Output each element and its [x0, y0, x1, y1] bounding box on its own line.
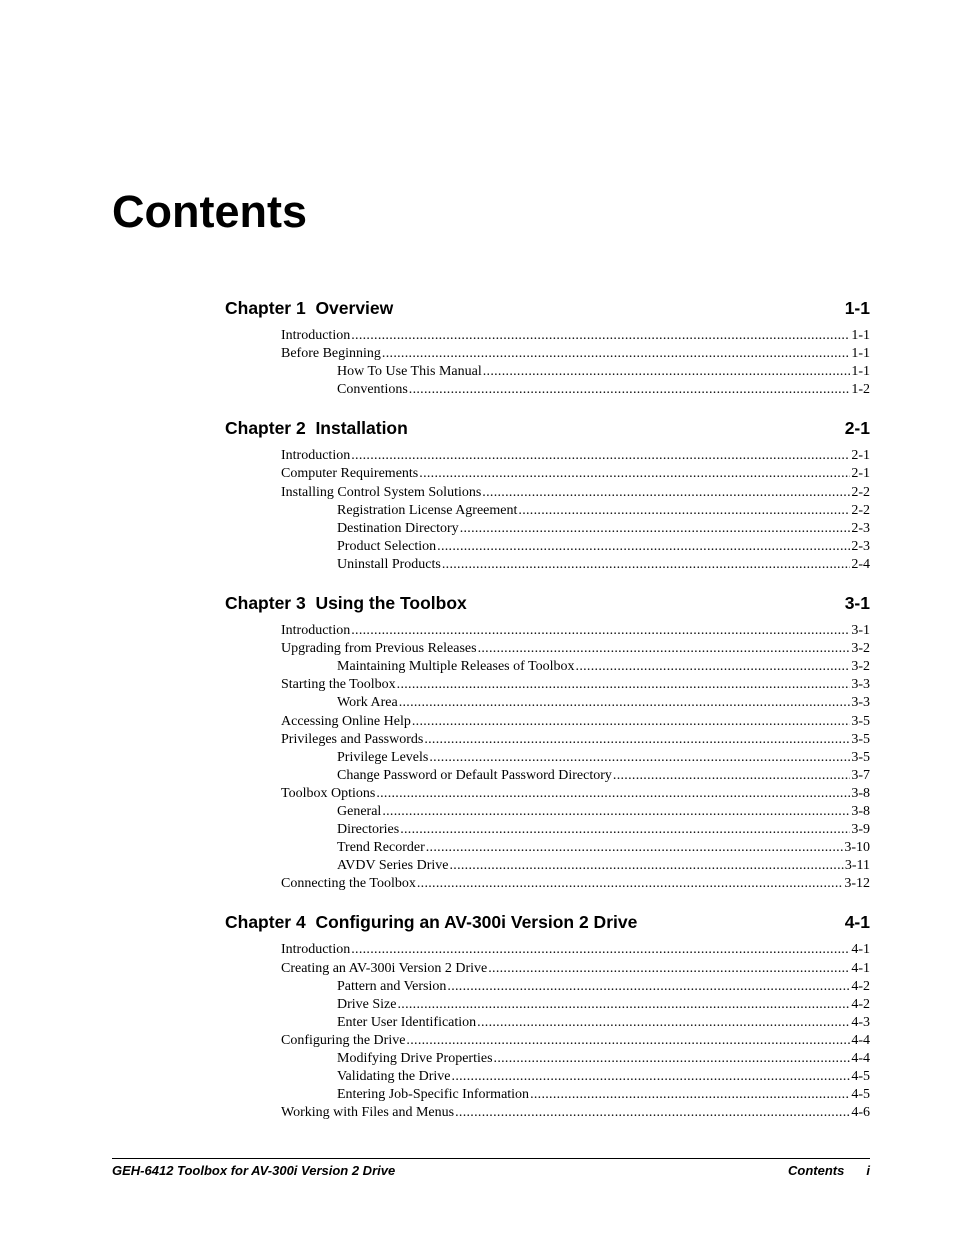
toc-entry-label: Working with Files and Menus [281, 1105, 455, 1121]
chapter-page: 1-1 [844, 298, 870, 318]
toc-entry-page: 1-2 [851, 382, 870, 398]
toc-entry-label: Registration License Agreement [337, 502, 518, 518]
toc-entry-label: Privileges and Passwords [281, 731, 424, 747]
toc-entry-label: Introduction [281, 623, 351, 639]
dot-leader [483, 363, 851, 381]
chapter-heading[interactable] [225, 910, 870, 934]
toc-entry[interactable] [225, 767, 870, 785]
dot-leader [530, 1086, 850, 1104]
dot-leader [419, 465, 850, 483]
dot-leader [426, 839, 844, 857]
toc-entry-label: Introduction [281, 448, 351, 464]
toc-entry-page: 4-4 [851, 1051, 870, 1066]
toc-entry-label: Creating an AV-300i Version 2 Drive [281, 960, 488, 976]
dot-leader [437, 538, 850, 556]
toc-entry-label: Enter User Identification [337, 1014, 477, 1030]
table-of-contents [225, 296, 870, 1139]
toc-entry-label: How To Use This Manual [337, 364, 482, 380]
toc-entry[interactable] [225, 875, 870, 893]
toc-entry-list [225, 447, 870, 574]
toc-chapter [225, 416, 870, 574]
toc-entry[interactable] [225, 803, 870, 821]
toc-entry-label: Modifying Drive Properties [337, 1051, 493, 1066]
page-title: Contents [112, 186, 307, 237]
toc-entry[interactable] [225, 1104, 870, 1122]
toc-entry[interactable] [225, 520, 870, 538]
toc-entry-label: Installing Control System Solutions [281, 484, 482, 500]
toc-entry-page: 1-1 [851, 364, 870, 380]
toc-entry-page: 3-12 [844, 876, 870, 892]
toc-entry[interactable] [225, 447, 870, 465]
toc-entry-label: AVDV Series Drive [337, 858, 449, 874]
toc-entry-label: Maintaining Multiple Releases of Toolbox [337, 659, 575, 675]
toc-entry-page: 3-11 [844, 858, 870, 874]
dot-leader [429, 749, 850, 767]
dot-leader [351, 327, 850, 345]
dot-leader [576, 658, 851, 676]
toc-entry-page: 3-7 [851, 767, 870, 783]
toc-entry[interactable] [225, 556, 870, 574]
toc-entry-label: Conventions [337, 382, 408, 398]
dot-leader [351, 447, 850, 465]
toc-entry-page: 4-3 [851, 1014, 870, 1030]
toc-entry[interactable] [225, 538, 870, 556]
toc-entry-page: 4-4 [851, 1032, 870, 1048]
toc-entry-page: 3-5 [851, 731, 870, 747]
dot-leader [478, 640, 851, 658]
toc-entry[interactable] [225, 941, 870, 959]
toc-entry-page: 4-1 [851, 942, 870, 958]
toc-entry-list [225, 941, 870, 1122]
dot-leader [397, 676, 851, 694]
dot-leader [382, 803, 850, 821]
dot-leader [482, 484, 850, 502]
dot-leader [412, 713, 850, 731]
toc-entry-label: Accessing Online Help [281, 713, 411, 729]
dot-leader [397, 996, 850, 1014]
toc-chapter [225, 591, 870, 893]
dot-leader [447, 978, 850, 996]
toc-entry[interactable] [225, 1086, 870, 1104]
toc-entry-label: Connecting the Toolbox [281, 876, 416, 892]
toc-entry-label: Privilege Levels [337, 749, 429, 765]
toc-entry[interactable] [225, 640, 870, 658]
toc-entry-page: 3-3 [851, 677, 870, 693]
toc-entry[interactable] [225, 381, 870, 399]
toc-entry-page: 2-2 [851, 484, 870, 500]
toc-entry[interactable] [225, 785, 870, 803]
toc-entry-label: Configuring the Drive [281, 1032, 406, 1048]
dot-leader [406, 1032, 850, 1050]
toc-entry-label: Introduction [281, 942, 351, 958]
toc-entry-label: Computer Requirements [281, 466, 419, 482]
chapter-page: 3-1 [844, 593, 870, 614]
toc-entry[interactable] [225, 465, 870, 483]
toc-entry[interactable] [225, 694, 870, 712]
toc-entry-page: 4-5 [851, 1087, 870, 1103]
chapter-heading[interactable] [225, 591, 870, 615]
toc-entry-page: 3-5 [851, 713, 870, 729]
toc-entry-page: 3-8 [851, 785, 870, 801]
toc-entry-page: 3-10 [844, 840, 870, 856]
toc-entry-page: 4-2 [851, 996, 870, 1012]
toc-entry[interactable] [225, 676, 870, 694]
dot-leader [452, 1068, 851, 1086]
dot-leader [455, 1104, 850, 1122]
footer-document-title: GEH-6412 Toolbox for AV-300i Version 2 Drive [112, 1163, 396, 1178]
toc-entry-label: Entering Job-Specific Information [337, 1087, 530, 1103]
toc-entry-page: 2-3 [851, 520, 870, 536]
toc-entry-list [225, 327, 870, 399]
toc-entry[interactable] [225, 327, 870, 345]
toc-entry-label: Change Password or Default Password Directory [337, 767, 612, 783]
footer-page-number: i [866, 1163, 870, 1178]
toc-entry[interactable] [225, 1068, 870, 1086]
toc-entry-page: 4-5 [851, 1069, 870, 1085]
toc-entry[interactable] [225, 345, 870, 363]
dot-leader [400, 821, 850, 839]
toc-entry[interactable] [225, 749, 870, 767]
chapter-title: Chapter 1 Overview [225, 298, 394, 318]
toc-entry-label: Drive Size [337, 996, 397, 1012]
toc-entry[interactable] [225, 1050, 870, 1068]
toc-entry-page: 3-1 [851, 623, 870, 639]
toc-entry[interactable] [225, 821, 870, 839]
chapter-page: 2-1 [844, 418, 870, 439]
toc-entry[interactable] [225, 960, 870, 978]
toc-entry-label: Trend Recorder [337, 840, 425, 856]
chapter-title: Chapter 2 Installation [225, 418, 408, 439]
toc-entry-page: 2-4 [851, 556, 870, 572]
dot-leader [409, 381, 851, 399]
toc-entry[interactable] [225, 622, 870, 640]
dot-leader [424, 731, 850, 749]
dot-leader [399, 694, 851, 712]
toc-entry[interactable] [225, 731, 870, 749]
toc-entry[interactable] [225, 658, 870, 676]
dot-leader [417, 875, 843, 893]
dot-leader [442, 556, 850, 574]
toc-entry[interactable] [225, 713, 870, 731]
toc-entry-label: Upgrading from Previous Releases [281, 641, 477, 657]
toc-entry-page: 2-2 [851, 502, 870, 518]
chapter-heading[interactable] [225, 416, 870, 440]
dot-leader [351, 622, 850, 640]
dot-leader [477, 1014, 850, 1032]
toc-entry-page: 1-1 [851, 328, 870, 343]
toc-entry-page: 3-5 [851, 749, 870, 765]
toc-entry-list [225, 622, 870, 893]
chapter-title: Chapter 3 Using the Toolbox [225, 593, 467, 614]
chapter-page: 4-1 [844, 912, 870, 933]
toc-entry-page: 2-3 [851, 538, 870, 554]
toc-entry-label: Pattern and Version [337, 978, 447, 994]
toc-entry[interactable] [225, 978, 870, 996]
dot-leader [518, 502, 850, 520]
toc-entry-page: 3-9 [851, 822, 870, 838]
toc-chapter [225, 910, 870, 1122]
toc-entry-page: 4-2 [851, 978, 870, 994]
toc-entry-page: 3-2 [851, 641, 870, 657]
dot-leader [351, 941, 850, 959]
toc-entry[interactable] [225, 363, 870, 381]
toc-entry-page: 4-6 [851, 1105, 870, 1121]
toc-entry-page: 1-1 [851, 346, 870, 362]
toc-entry-page: 3-2 [851, 659, 870, 675]
toc-entry-label: Before Beginning [281, 346, 381, 362]
toc-entry[interactable] [225, 502, 870, 520]
dot-leader [449, 857, 843, 875]
toc-entry-label: Work Area [337, 695, 398, 711]
toc-chapter [225, 296, 870, 399]
toc-entry-label: Starting the Toolbox [281, 677, 396, 693]
toc-entry-label: Toolbox Options [281, 785, 376, 801]
dot-leader [382, 345, 850, 363]
chapter-heading[interactable] [225, 296, 870, 320]
toc-entry-label: Directories [337, 822, 400, 838]
footer-section: Contents [788, 1163, 845, 1178]
footer-right [788, 1163, 870, 1178]
toc-entry-label: Product Selection [337, 538, 437, 554]
toc-entry-page: 4-1 [851, 960, 870, 976]
dot-leader [460, 520, 851, 538]
toc-entry[interactable] [225, 1032, 870, 1050]
dot-leader [494, 1050, 851, 1068]
page-footer [112, 1158, 870, 1178]
toc-entry[interactable] [225, 857, 870, 875]
toc-entry[interactable] [225, 1014, 870, 1032]
toc-entry[interactable] [225, 484, 870, 502]
toc-entry-page: 2-1 [851, 448, 870, 464]
dot-leader [488, 960, 850, 978]
toc-entry[interactable] [225, 839, 870, 857]
toc-entry-label: General [337, 803, 382, 819]
dot-leader [376, 785, 850, 803]
dot-leader [613, 767, 850, 785]
toc-entry[interactable] [225, 996, 870, 1014]
toc-entry-page: 2-1 [851, 466, 870, 482]
toc-entry-page: 3-3 [851, 695, 870, 711]
toc-entry-label: Uninstall Products [337, 556, 441, 572]
chapter-title: Chapter 4 Configuring an AV-300i Version 2 Drive [225, 912, 638, 933]
toc-entry-label: Destination Directory [337, 520, 459, 536]
toc-entry-page: 3-8 [851, 803, 870, 819]
toc-entry-label: Validating the Drive [337, 1069, 451, 1085]
toc-entry-label: Introduction [281, 328, 351, 343]
